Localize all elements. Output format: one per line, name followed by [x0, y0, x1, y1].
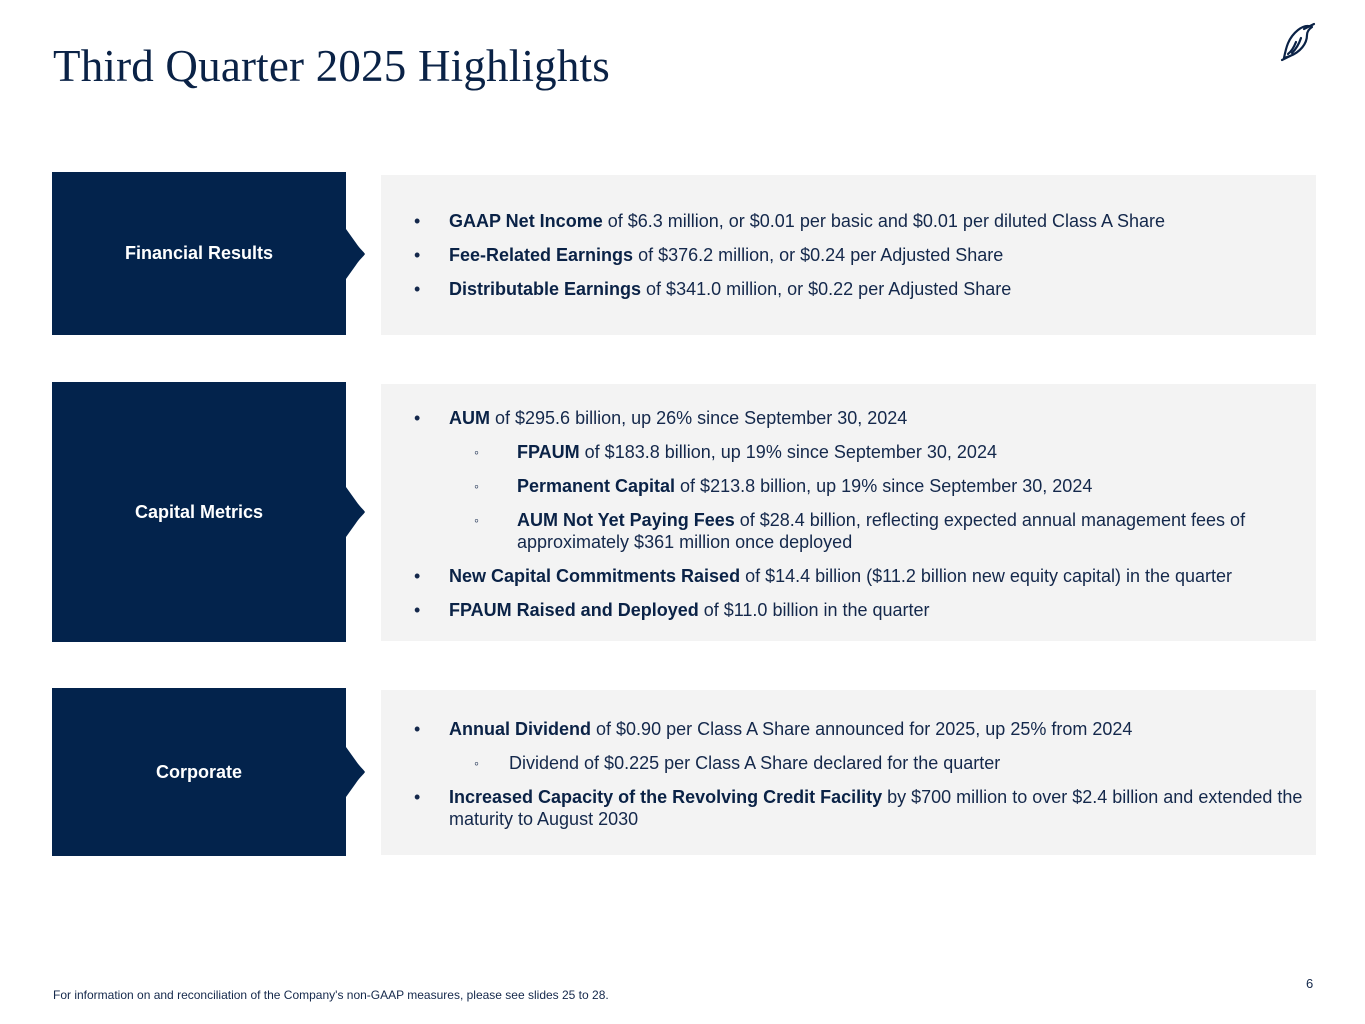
bullet: •: [414, 245, 421, 265]
item-text: of $341.0 million, or $0.22 per Adjusted Share: [641, 279, 1012, 299]
bullet: ◦: [474, 512, 479, 528]
section-label-corporate: [52, 688, 346, 856]
corporate-panel: [381, 690, 1316, 855]
section-label-financial-results: [52, 172, 346, 335]
item-bold: Fee-Related Earnings: [449, 245, 634, 265]
bird-logo-icon: [1276, 20, 1318, 64]
item-text: of $0.90 per Class A Share announced for 2025, up 25% from 2024: [591, 719, 1133, 739]
item-bold: Annual Dividend: [449, 719, 592, 739]
list-item: [414, 441, 1316, 463]
item-text: of $11.0 billion in the quarter: [698, 600, 930, 620]
item-text: of $295.6 billion, up 26% since September 30, 2024: [490, 408, 908, 428]
bullet: •: [414, 408, 421, 428]
item-bold: AUM Not Yet Paying Fees: [517, 510, 735, 530]
bullet: ◦: [474, 755, 479, 771]
section-label-text: Corporate: [155, 761, 242, 782]
section-label-text: Capital Metrics: [134, 501, 264, 522]
item-bold: AUM: [449, 408, 490, 428]
list-item: [414, 210, 1316, 232]
item-text: of $6.3 million, or $0.01 per basic and $0.01 per diluted Class A Share: [602, 211, 1166, 231]
chevron-right-icon: [346, 229, 366, 279]
bullet: ◦: [474, 478, 479, 494]
bullet: ◦: [474, 444, 479, 460]
item-text: by $700 million to over $2.4 billion and extended the maturity to August 2030: [449, 787, 1303, 829]
chevron-right-icon: [346, 747, 366, 797]
item-bold: New Capital Commitments Raised: [449, 566, 741, 586]
section-label-text: Financial Results: [124, 243, 274, 263]
section-label-capital-metrics: [52, 382, 346, 642]
item-bold: Distributable Earnings: [449, 279, 642, 299]
item-bold: Increased Capacity of the Revolving Credit Facility: [449, 787, 883, 807]
list-item: [414, 599, 1316, 621]
bullet: •: [414, 279, 421, 299]
financial-results-panel: [381, 175, 1316, 335]
list-item: [414, 475, 1316, 497]
bullet: •: [414, 566, 421, 586]
footnote: For information on and reconciliation of the Company's non-GAAP measures, please see slides 25 to 28.: [53, 988, 609, 1002]
item-text: of $183.8 billion, up 19% since September 30, 2024: [579, 442, 997, 462]
list-item: [414, 786, 1316, 830]
item-text: of $14.4 billion ($11.2 billion new equity capital) in the quarter: [740, 566, 1233, 586]
list-item: [414, 278, 1316, 300]
list-item: [414, 244, 1316, 266]
item-text: Dividend of $0.225 per Class A Share declared for the quarter: [509, 753, 1001, 773]
item-text: of $376.2 million, or $0.24 per Adjusted Share: [633, 245, 1004, 265]
bullet: •: [414, 211, 421, 231]
item-bold: FPAUM Raised and Deployed: [449, 600, 699, 620]
list-item: [414, 509, 1316, 553]
list-item: [414, 752, 1316, 774]
chevron-right-icon: [346, 487, 366, 537]
list-item: [414, 565, 1316, 587]
item-bold: FPAUM: [517, 442, 580, 462]
capital-metrics-panel: [381, 384, 1316, 641]
bullet: •: [414, 787, 421, 807]
page-number: 6: [1306, 976, 1314, 991]
list-item: [414, 407, 1316, 429]
list-item: [414, 718, 1316, 740]
page-title: Third Quarter 2025 Highlights: [53, 41, 610, 91]
bullet: •: [414, 600, 421, 620]
item-bold: Permanent Capital: [517, 476, 676, 496]
item-bold: GAAP Net Income: [449, 211, 603, 231]
item-text: of $28.4 billion, reflecting expected annual management fees of approximately $361 million once deployed: [517, 510, 1246, 552]
item-text: of $213.8 billion, up 19% since September 30, 2024: [675, 476, 1093, 496]
bullet: •: [414, 719, 421, 739]
